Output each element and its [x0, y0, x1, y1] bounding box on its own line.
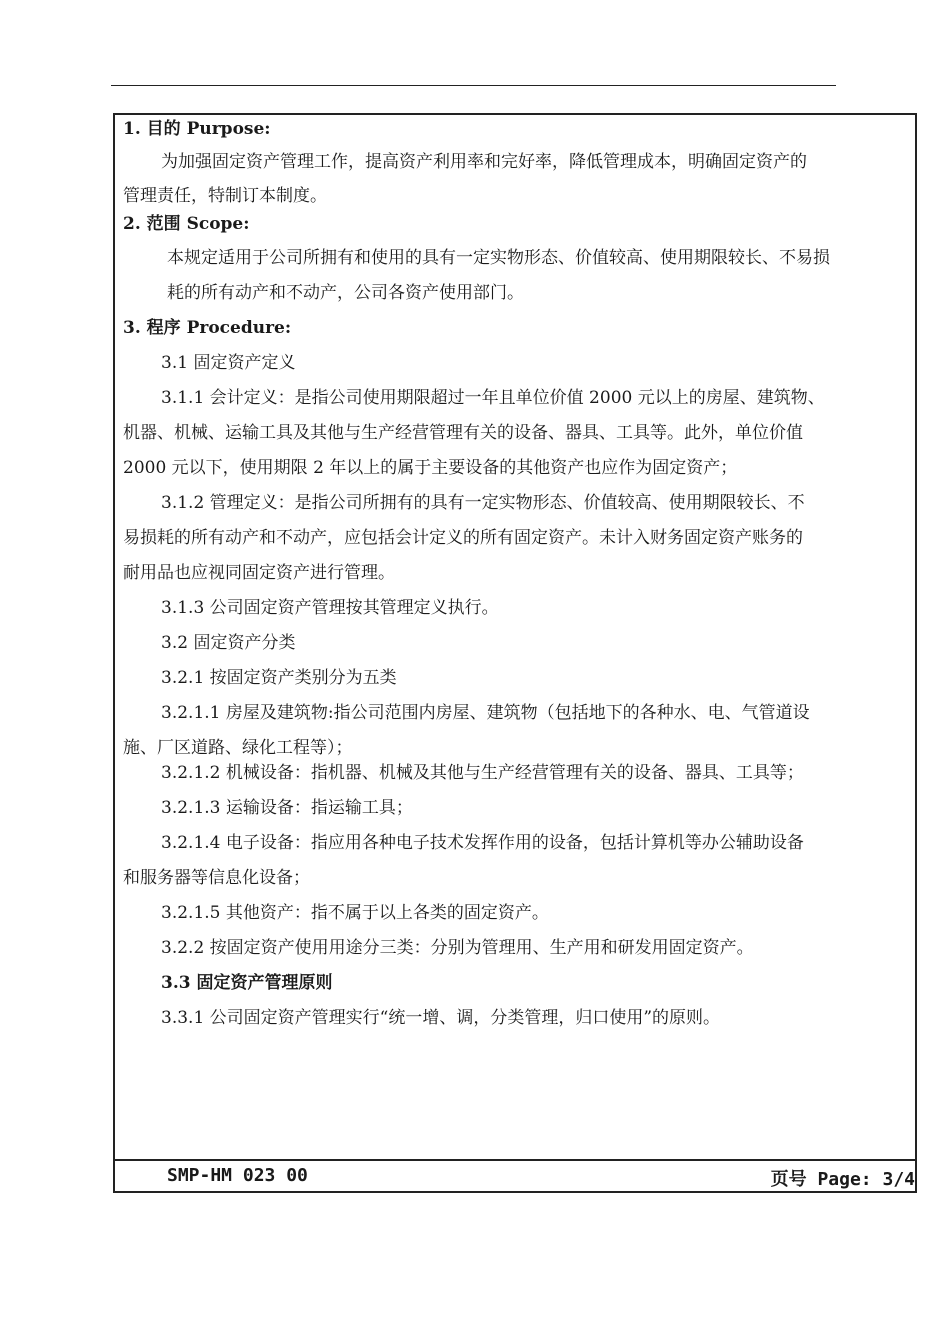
purpose-heading: 1. 目的 Purpose:	[123, 119, 271, 139]
procedure-line: 3.2.1.5 其他资产：指不属于以上各类的固定资产。	[161, 903, 549, 923]
procedure-line: 耐用品也应视同固定资产进行管理。	[123, 563, 395, 583]
procedure-line: 3.2.1 按固定资产类别分为五类	[161, 668, 397, 688]
scope-heading: 2. 范围 Scope:	[123, 214, 250, 234]
header-rule	[111, 85, 836, 86]
procedure-line: 3.2.1.1 房屋及建筑物:指公司范围内房屋、建筑物（包括地下的各种水、电、气管道设	[161, 703, 810, 723]
procedure-line: 3.2.1.3 运输设备：指运输工具；	[161, 798, 413, 818]
procedure-subheading: 3.3 固定资产管理原则	[161, 973, 333, 993]
procedure-line: 和服务器等信息化设备；	[123, 868, 310, 888]
procedure-line: 3.1.3 公司固定资产管理按其管理定义执行。	[161, 598, 499, 618]
procedure-line: 3.1 固定资产定义	[161, 353, 296, 373]
procedure-line: 3.3.1 公司固定资产管理实行“统一增、调，分类管理，归口使用”的原则。	[161, 1008, 721, 1028]
page-footer	[115, 1159, 915, 1191]
procedure-line: 3.1.2 管理定义：是指公司所拥有的具有一定实物形态、价值较高、使用期限较长、不	[161, 493, 805, 513]
procedure-line: 3.2.1.2 机械设备：指机器、机械及其他与生产经营管理有关的设备、器具、工具等；	[161, 763, 804, 783]
scope-line: 本规定适用于公司所拥有和使用的具有一定实物形态、价值较高、使用期限较长、不易损	[167, 248, 830, 268]
procedure-line: 机器、机械、运输工具及其他与生产经营管理有关的设备、器具、工具等。此外，单位价值	[123, 423, 803, 443]
procedure-line: 2000 元以下，使用期限 2 年以上的属于主要设备的其他资产也应作为固定资产；	[123, 458, 738, 478]
document-frame	[113, 113, 917, 1193]
procedure-line: 3.2 固定资产分类	[161, 633, 296, 653]
purpose-line: 为加强固定资产管理工作，提高资产利用率和完好率，降低管理成本，明确固定资产的	[161, 152, 807, 172]
procedure-line: 3.2.1.4 电子设备：指应用各种电子技术发挥作用的设备，包括计算机等办公辅助设备	[161, 833, 804, 853]
document-code: SMP-HM 023 00	[167, 1165, 308, 1186]
purpose-line: 管理责任，特制订本制度。	[123, 186, 327, 206]
scope-line: 耗的所有动产和不动产，公司各资产使用部门。	[167, 283, 524, 303]
procedure-line: 3.2.2 按固定资产使用用途分三类：分别为管理用、生产用和研发用固定资产。	[161, 938, 754, 958]
page-number: 页号 Page: 3/4	[770, 1169, 915, 1190]
procedure-heading: 3. 程序 Procedure:	[123, 318, 292, 338]
procedure-line: 3.1.1 会计定义：是指公司使用期限超过一年且单位价值 2000 元以上的房屋、建筑物、	[161, 388, 825, 408]
procedure-line: 易损耗的所有动产和不动产，应包括会计定义的所有固定资产。未计入财务固定资产账务的	[123, 528, 803, 548]
procedure-line: 施、厂区道路、绿化工程等）；	[123, 738, 353, 758]
